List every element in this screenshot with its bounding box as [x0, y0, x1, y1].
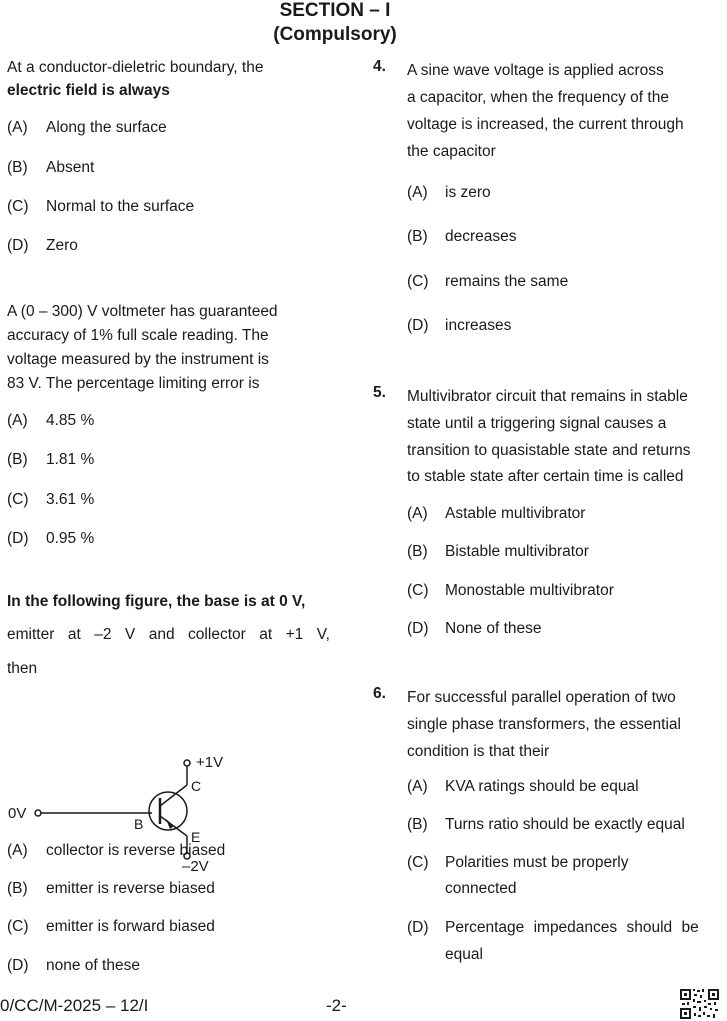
question-6-option-d[interactable]: (D) Percentage impedances should be [407, 919, 699, 936]
question-4-stem-line-4: the capacitor [407, 143, 496, 160]
question-2-stem-line-2: accuracy of 1% full scale reading. The [7, 327, 269, 344]
section-title: SECTION – I [279, 0, 391, 21]
question-5-option-d[interactable]: (D) None of these [407, 620, 542, 637]
emitter-letter-label: E [191, 829, 201, 845]
question-1-option-b[interactable]: (B) Absent [7, 159, 95, 176]
collector-terminal-icon [184, 760, 190, 766]
question-5-option-b[interactable]: (B) Bistable multivibrator [407, 543, 589, 560]
question-2-stem-line-3: voltage measured by the instrument is [7, 351, 269, 368]
question-6-option-b[interactable]: (B) Turns ratio should be exactly equal [407, 816, 685, 833]
question-5-option-a[interactable]: (A) Astable multivibrator [407, 505, 586, 522]
question-3-option-c[interactable]: (C) emitter is forward biased [7, 918, 215, 935]
question-3-stem-line-3: then [7, 660, 38, 677]
base-voltage-label: 0V [8, 805, 27, 822]
question-6-number: 6. [373, 685, 386, 702]
question-4-option-d[interactable]: (D) increases [407, 317, 512, 334]
question-1-option-d[interactable]: (D) Zero [7, 237, 78, 254]
base-terminal-icon [35, 810, 41, 816]
emitter-voltage-label: –2V [182, 858, 209, 875]
question-4-stem-line-3: voltage is increased, the current through [407, 116, 684, 133]
collector-letter-label: C [191, 778, 202, 794]
question-6-option-a[interactable]: (A) KVA ratings should be equal [407, 778, 639, 795]
question-1-option-a[interactable]: (A) Along the surface [7, 119, 167, 136]
question-4-option-a[interactable]: (A) is zero [407, 184, 491, 201]
question-2-option-b[interactable]: (B) 1.81 % [7, 451, 95, 468]
collector-voltage-label: +1V [196, 754, 224, 771]
question-4-stem-line-2: a capacitor, when the frequency of the [407, 89, 669, 106]
question-3-option-a[interactable]: (A) collector is reverse biased [7, 842, 226, 859]
question-2-option-d[interactable]: (D) 0.95 % [7, 530, 95, 547]
question-1-stem-line-1: At a conductor-dieletric boundary, the [7, 59, 264, 76]
question-6-stem-line-3: condition is that their [407, 743, 550, 760]
question-2-stem-line-1: A (0 – 300) V voltmeter has guaranteed [7, 303, 278, 320]
question-2-option-c[interactable]: (C) 3.61 % [7, 491, 95, 508]
question-4-number: 4. [373, 58, 386, 75]
question-3-option-b[interactable]: (B) emitter is reverse biased [7, 880, 215, 897]
question-5-stem-line-4: to stable state after certain time is called [407, 468, 684, 485]
question-6-option-c[interactable]: (C) Polarities must be properly [407, 854, 629, 871]
question-5-stem-line-2: state until a triggering signal causes a [407, 415, 667, 432]
paper-code: 0/CC/M-2025 – 12/I [0, 996, 149, 1015]
question-6-option-d-continuation: equal [445, 946, 483, 963]
question-2-option-a[interactable]: (A) 4.85 % [7, 412, 95, 429]
question-4-option-b[interactable]: (B) decreases [407, 228, 517, 245]
emitter-arrow-icon [166, 819, 174, 829]
question-5-stem-line-1: Multivibrator circuit that remains in stable [407, 388, 688, 405]
question-2-stem-line-4: 83 V. The percentage limiting error is [7, 375, 260, 392]
question-5-option-c[interactable]: (C) Monostable multivibrator [407, 582, 614, 599]
question-5-number: 5. [373, 384, 386, 401]
question-3-stem-line-2: emitter at –2 V and collector at +1 V, [7, 626, 330, 643]
section-subtitle: (Compulsory) [273, 24, 397, 45]
qr-code-icon [679, 988, 720, 1021]
question-3-stem-line-1: In the following figure, the base is at 0 V, [7, 593, 306, 610]
question-6-stem-line-2: single phase transformers, the essential [407, 716, 681, 733]
question-4-stem-line-1: A sine wave voltage is applied across [407, 62, 664, 79]
question-6-option-c-continuation: connected [445, 880, 517, 897]
transistor-symbol-icon [149, 792, 187, 830]
question-3-option-d[interactable]: (D) none of these [7, 957, 140, 974]
page-number: -2- [326, 996, 347, 1015]
question-5-stem-line-3: transition to quasistable state and returns [407, 442, 691, 459]
base-letter-label: B [134, 816, 144, 832]
question-4-option-c[interactable]: (C) remains the same [407, 273, 569, 290]
question-1-option-c[interactable]: (C) Normal to the surface [7, 198, 195, 215]
question-6-stem-line-1: For successful parallel operation of two [407, 689, 676, 706]
question-1-stem-line-2: electric field is always [7, 82, 170, 99]
